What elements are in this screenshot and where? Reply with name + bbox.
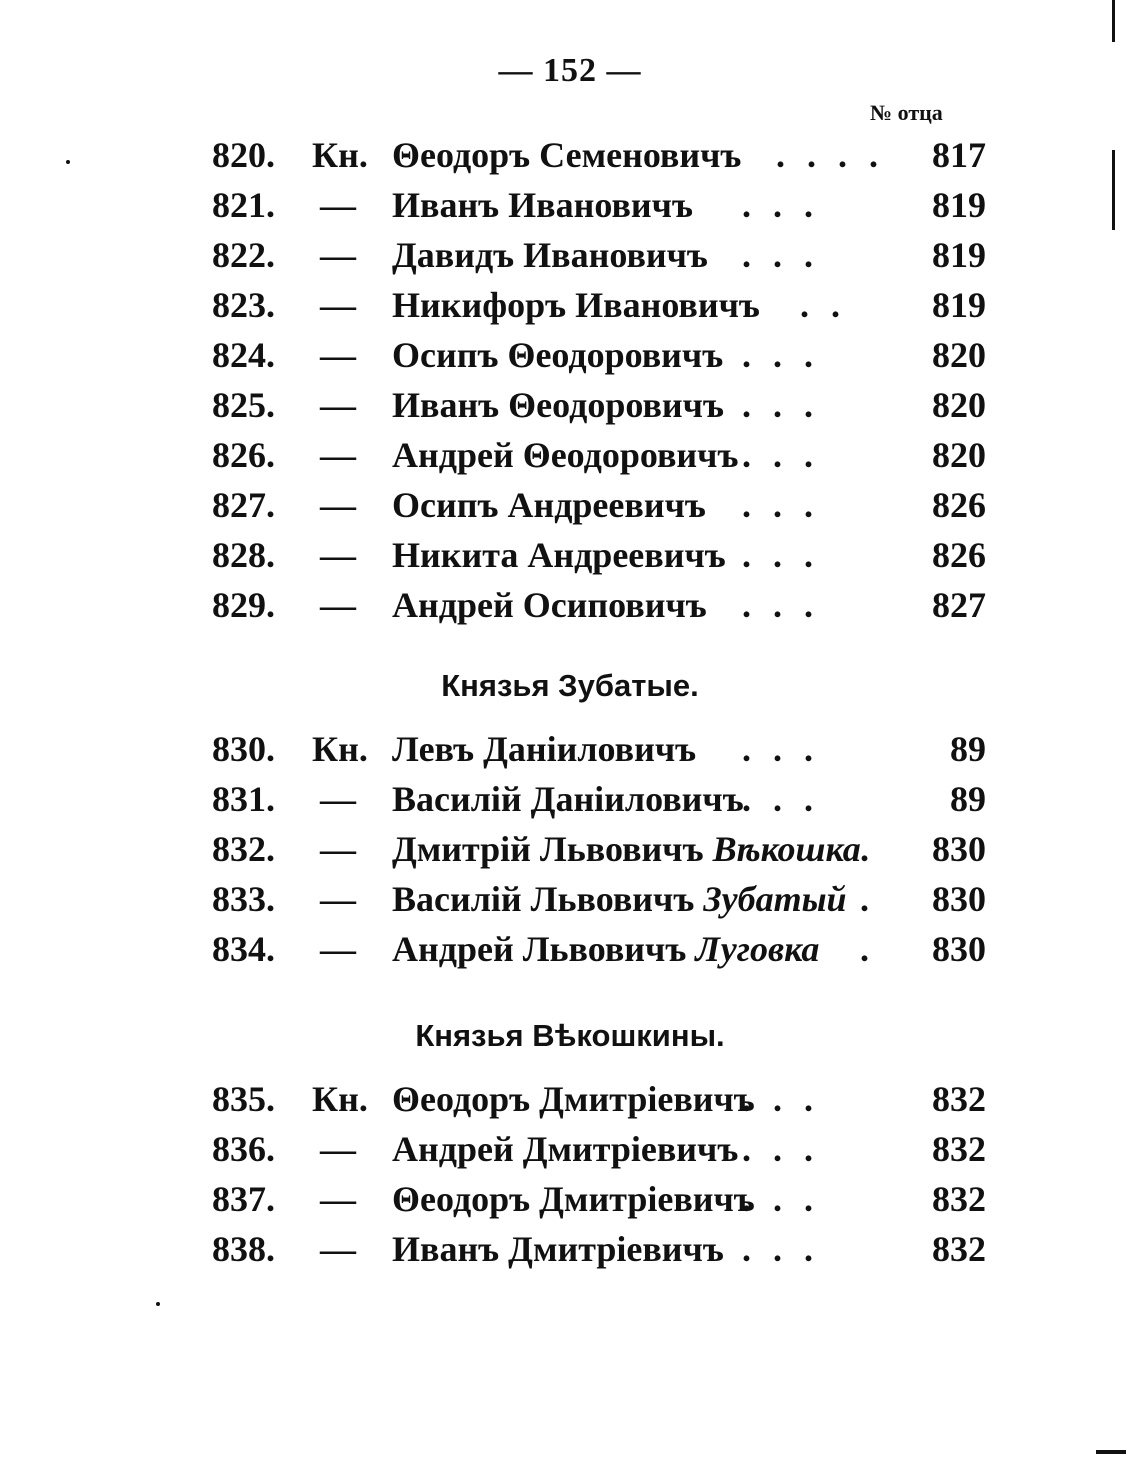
entry-title: — — [320, 1129, 356, 1169]
print-speck — [66, 160, 70, 164]
table-row — [0, 1074, 1140, 1124]
entry-name — [392, 330, 723, 380]
leader-dots: .... — [776, 135, 900, 175]
entry-number: 832. — [212, 829, 275, 869]
table-row — [0, 530, 1140, 580]
entry-number: 829. — [212, 585, 275, 625]
leader-dots: . — [860, 829, 869, 869]
entry-name-text: Давидъ Ивановичъ — [392, 235, 708, 275]
entry-title: — — [320, 1229, 356, 1269]
page-number: — 152 — — [498, 52, 642, 89]
entry-name-text: Иванъ Θеодоровичъ — [392, 385, 724, 425]
entry-nickname: Луговка — [695, 929, 820, 969]
entry-name-text: Θеодоръ Дмитріевичъ — [392, 1179, 755, 1219]
father-number: 89 — [950, 729, 986, 769]
print-speck — [156, 1302, 160, 1306]
table-row — [0, 774, 1140, 824]
table-row — [0, 230, 1140, 280]
entry-name-text: Андрей Дмитріевичъ — [392, 1129, 739, 1169]
entry-title: — — [320, 285, 356, 325]
entry-name-text: Осипъ Андреевичъ — [392, 485, 706, 525]
table-row — [0, 1224, 1140, 1274]
entry-number: 831. — [212, 779, 275, 819]
father-number: 832 — [932, 1179, 986, 1219]
table-row — [0, 724, 1140, 774]
entry-title: — — [320, 829, 356, 869]
entry-name — [392, 430, 738, 480]
entry-name-text: Иванъ Дмитріевичъ — [392, 1229, 724, 1269]
table-row — [0, 380, 1140, 430]
entry-number: 837. — [212, 1179, 275, 1219]
leader-dots: ... — [742, 585, 835, 625]
entry-title: — — [320, 535, 356, 575]
father-number: 832 — [932, 1229, 986, 1269]
table-row — [0, 1174, 1140, 1224]
leader-dots: . — [860, 879, 869, 919]
entry-name-text: Василій Львовичъ — [392, 879, 695, 919]
entry-number: 827. — [212, 485, 275, 525]
entry-name-text: Θеодоръ Семеновичъ — [392, 135, 742, 175]
leader-dots: ... — [742, 485, 835, 525]
entry-name — [392, 874, 847, 924]
entry-title: — — [320, 335, 356, 375]
section-heading: Князья Зубатые. — [441, 668, 699, 703]
entry-title: Кн. — [312, 729, 368, 769]
entry-name-text: Андрей Львовичъ — [392, 929, 687, 969]
father-number: 820 — [932, 385, 986, 425]
father-number: 820 — [932, 435, 986, 475]
entry-name — [392, 580, 707, 630]
entry-name-text: Никифоръ Ивановичъ — [392, 285, 760, 325]
print-speck — [1112, 0, 1115, 42]
entry-nickname: Вѣкошка — [712, 829, 861, 869]
leader-dots: ... — [742, 235, 835, 275]
entry-title: — — [320, 779, 356, 819]
leader-dots: ... — [742, 185, 835, 225]
entry-title: — — [320, 485, 356, 525]
father-number: 819 — [932, 185, 986, 225]
table-row — [0, 824, 1140, 874]
entry-number: 825. — [212, 385, 275, 425]
entry-name — [392, 824, 861, 874]
entry-name-text: Василій Даніиловичъ — [392, 779, 744, 819]
leader-dots: ... — [742, 1129, 835, 1169]
entry-nickname: Зубатый — [703, 879, 847, 919]
entry-number: 834. — [212, 929, 275, 969]
entry-title: — — [320, 879, 356, 919]
father-number: 832 — [932, 1079, 986, 1119]
entry-name — [392, 480, 706, 530]
entry-name — [392, 924, 819, 974]
entry-name — [392, 130, 741, 180]
entry-number: 820. — [212, 135, 275, 175]
entry-name — [392, 380, 724, 430]
entry-title: — — [320, 585, 356, 625]
father-number: 819 — [932, 285, 986, 325]
entry-name — [392, 530, 726, 580]
entry-title: — — [320, 1179, 356, 1219]
table-row — [0, 180, 1140, 230]
entry-name-text: Дмитрій Львовичъ — [392, 829, 704, 869]
entry-title: Кн. — [312, 1079, 368, 1119]
table-row — [0, 130, 1140, 180]
father-number: 830 — [932, 829, 986, 869]
father-number: 830 — [932, 879, 986, 919]
entry-title: — — [320, 435, 356, 475]
father-number: 827 — [932, 585, 986, 625]
entry-number: 822. — [212, 235, 275, 275]
father-number: 817 — [932, 135, 986, 175]
entry-name-text: Андрей Осиповичъ — [392, 585, 707, 625]
father-number: 820 — [932, 335, 986, 375]
entry-title: Кн. — [312, 135, 368, 175]
entry-number: 830. — [212, 729, 275, 769]
section-heading: Князья Вѣкошкины. — [415, 1018, 725, 1053]
leader-dots: .. — [800, 285, 862, 325]
entry-name-text: Иванъ Ивановичъ — [392, 185, 693, 225]
father-number: 89 — [950, 779, 986, 819]
leader-dots: ... — [742, 535, 835, 575]
leader-dots: ... — [742, 435, 835, 475]
entry-title: — — [320, 185, 356, 225]
entry-number: 828. — [212, 535, 275, 575]
entry-name — [392, 724, 696, 774]
table-row — [0, 874, 1140, 924]
entry-number: 824. — [212, 335, 275, 375]
leader-dots: ... — [742, 335, 835, 375]
entry-title: — — [320, 235, 356, 275]
entry-name — [392, 230, 708, 280]
table-row — [0, 1124, 1140, 1174]
entry-name — [392, 1074, 755, 1124]
table-row — [0, 280, 1140, 330]
entry-name-text: Θеодоръ Дмитріевичъ — [392, 1079, 755, 1119]
entry-number: 836. — [212, 1129, 275, 1169]
leader-dots: ... — [742, 1179, 835, 1219]
entry-name — [392, 180, 693, 230]
entry-number: 826. — [212, 435, 275, 475]
entry-name — [392, 1124, 738, 1174]
entry-name-text: Андрей Θеодоровичъ — [392, 435, 739, 475]
father-number: 826 — [932, 485, 986, 525]
leader-dots: ... — [742, 779, 835, 819]
entry-title: — — [320, 385, 356, 425]
table-row — [0, 480, 1140, 530]
entry-number: 823. — [212, 285, 275, 325]
leader-dots: ... — [742, 385, 835, 425]
leader-dots: ... — [742, 1229, 835, 1269]
entry-name-text: Никита Андреевичъ — [392, 535, 726, 575]
father-number: 819 — [932, 235, 986, 275]
entry-name — [392, 1174, 755, 1224]
father-number: 826 — [932, 535, 986, 575]
table-row — [0, 330, 1140, 380]
print-speck — [1112, 150, 1115, 230]
table-row — [0, 580, 1140, 630]
father-number: 832 — [932, 1129, 986, 1169]
print-speck — [1096, 1450, 1126, 1454]
table-row — [0, 924, 1140, 974]
entry-name-text: Левъ Даніиловичъ — [392, 729, 697, 769]
table-row — [0, 430, 1140, 480]
entry-title: — — [320, 929, 356, 969]
entry-number: 838. — [212, 1229, 275, 1269]
father-number: 830 — [932, 929, 986, 969]
father-column-label: № отца — [870, 100, 943, 125]
entry-number: 821. — [212, 185, 275, 225]
entry-name — [392, 280, 760, 330]
entry-number: 835. — [212, 1079, 275, 1119]
entry-name — [392, 1224, 724, 1274]
entry-number: 833. — [212, 879, 275, 919]
leader-dots: ... — [742, 1079, 835, 1119]
entry-name — [392, 774, 744, 824]
leader-dots: . — [860, 929, 869, 969]
leader-dots: ... — [742, 729, 835, 769]
entry-name-text: Осипъ Θеодоровичъ — [392, 335, 724, 375]
